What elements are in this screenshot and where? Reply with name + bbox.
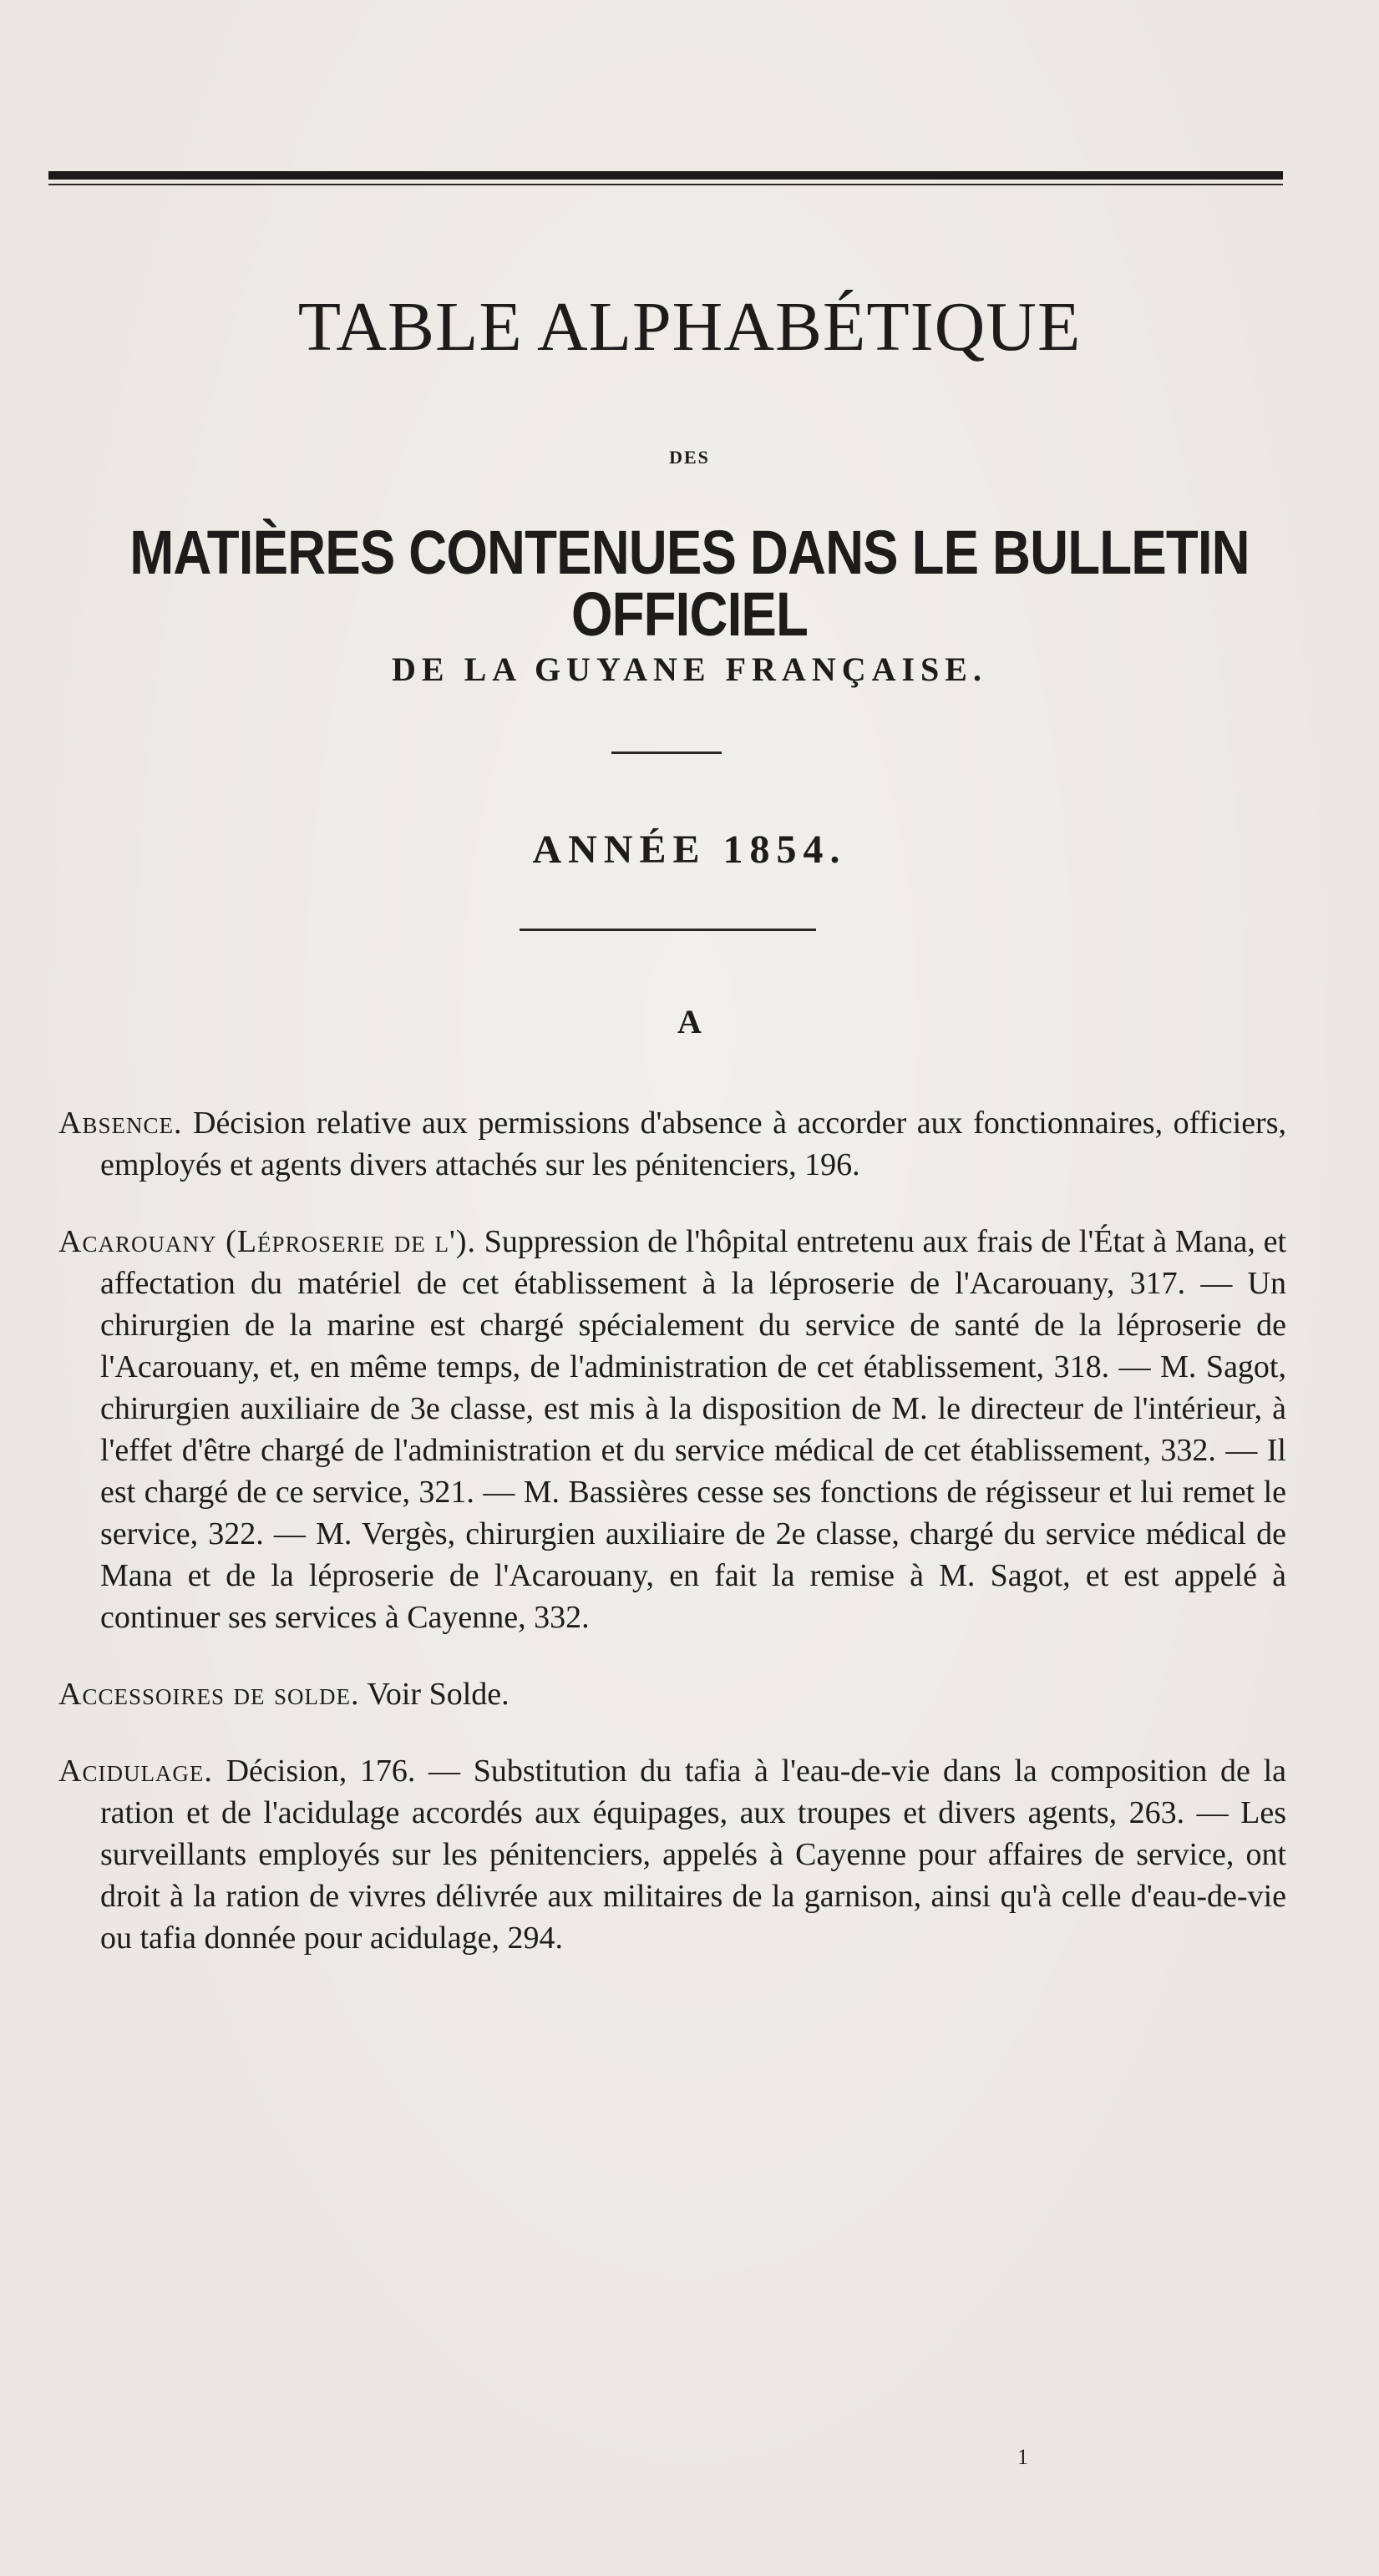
subtitle-line-2: DE LA GUYANE FRANÇAISE.: [392, 650, 987, 688]
subtitle-line-1: MATIÈRES CONTENUES DANS LE BULLETIN OFFICIEL: [129, 518, 1250, 649]
entry-heading: Acidulage.: [58, 1754, 213, 1789]
long-divider: [520, 929, 816, 931]
year-heading: ANNÉE 1854.: [532, 827, 847, 872]
page-title: TABLE ALPHABÉTIQUE: [297, 288, 1082, 366]
index-entry-accessoires: [58, 1673, 1286, 1715]
section-letter: A: [677, 1003, 702, 1040]
index-entry-acarouany: [58, 1221, 1286, 1638]
index-entry-absence: [58, 1102, 1286, 1186]
entry-text: Décision, 176. — Substitution du tafia à l'eau-de-vie dans la composition de la ration et de l'acidulage accordés aux équipages, aux troupes et divers agents, 263. — Les surveillants employés sur les pénitenciers, appelés à Cayenne pour affaires de service, ont droit à la ration de vivres délivrée aux militaires de la garnison, ainsi qu'à celle d'eau-de-vie ou tafia donnée pour acidulage, 294.: [100, 1754, 1286, 1956]
entry-heading: Absence.: [58, 1106, 183, 1141]
page-number: 1: [1017, 2445, 1028, 2469]
top-thin-rule: [48, 184, 1283, 185]
index-entries: [58, 1102, 1286, 1994]
entry-heading: Acarouany (Léproserie de l').: [58, 1224, 476, 1259]
short-divider: [611, 752, 722, 754]
index-entry-acidulage: [58, 1750, 1286, 1959]
entry-text: Suppression de l'hôpital entretenu aux frais de l'État à Mana, et affectation du matériel de cet établissement à la léproserie de l'Acarouany, 317. — Un chirurgien de la marine est chargé spécialement du service de santé de la léproserie de l'Acarouany, et, en même temps, de l'administration de cet établissement, 318. — M. Sagot, chirurgien auxiliaire de 3e classe, est mis à la disposition de M. le directeur de l'intérieur, à l'effet d'être chargé de l'administration et du service médical de cet établissement, 332. — Il est chargé de ce service, 321. — M. Bassières cesse ses fonctions de régisseur et lui remet le service, 322. — M. Vergès, chirurgien auxiliaire de 2e classe, chargé du service médical de Mana et de la léproserie de l'Acarouany, en fait la remise à M. Sagot, et est appelé à continuer ses services à Cayenne, 332.: [100, 1224, 1286, 1635]
title-connector: DES: [669, 447, 710, 468]
entry-heading: Accessoires de solde.: [58, 1677, 360, 1712]
top-double-rule: [48, 171, 1283, 180]
entry-text: Voir Solde.: [367, 1677, 510, 1712]
entry-text: Décision relative aux permissions d'absence à accorder aux fonctionnaires, officiers, employés et agents divers attachés sur les pénitenciers, 196.: [100, 1106, 1286, 1182]
